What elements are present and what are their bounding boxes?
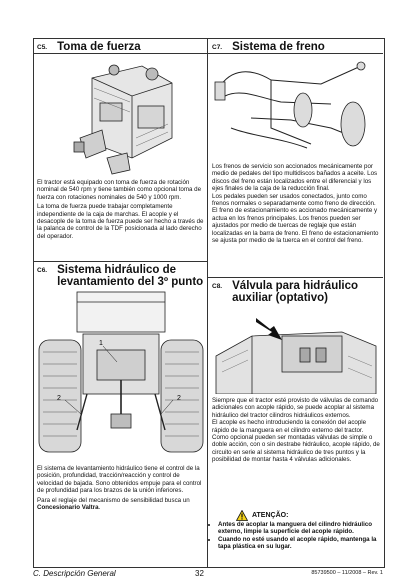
brake-system-illustration [211, 58, 381, 158]
warning-title: ATENÇÃO: [252, 512, 289, 519]
callout-label: 2 [177, 395, 181, 402]
c7-paragraph: El freno de estacionamiento es accionado mecánicamente y actua en los frenos principales. Los frenos pueden ser ajustados por medio de tuercas de reglaje que están localizadas en la barra de freno. El freno de estacionamiento se ajusta por medio de la tuerca en el control del freno. [212, 207, 379, 245]
c5-paragraph: La toma de fuerza puede trabajar completamente independiente de la caja de marchas. El acople y el desacople de la toma de fuerza puede ser hecho a través de la palanca de control de la TDF posicionada al lado derecho del operador. [37, 203, 204, 240]
c5-paragraph: El tractor está equipado con toma de fuerza de rotación nominal de 540 rpm y tiene también como opcional toma de fuerza con rotaciones nominales de 540 y 1000 rpm. [37, 179, 202, 201]
c8-code: C8. [212, 283, 223, 290]
c7-title: Sistema de freno [232, 41, 325, 53]
page-number: 32 [195, 569, 204, 578]
c8-body [212, 397, 380, 464]
callout-label: 2 [57, 395, 61, 402]
dealer-name: Concesionario Valtra [37, 504, 99, 512]
c8-paragraph: El acople es hecho introduciendo la conexión del acople rápido de la manguera en el cilindro externo del tractor. [212, 419, 367, 434]
c5-heading [37, 41, 141, 53]
c7-paragraph: Los pedales pueden ser usados conectados, junto como frenos normales o separadamente como freno de dirección. [212, 192, 376, 208]
c8-title: Válvula para hidráulico auxiliar (optativo) [232, 280, 359, 304]
rule-c8 [208, 277, 383, 278]
tractor-rear-hitch-illustration [37, 290, 205, 462]
c7-body [212, 163, 380, 244]
warning-item: • Antes de acoplar la manguera del cilindro hidráulico externo, limpie la superficie del acople rápido. [218, 521, 382, 536]
pto-gearbox-illustration [72, 58, 182, 176]
c5-title: Toma de fuerza [57, 41, 141, 53]
c7-code: C7. [212, 44, 223, 51]
warning-list [210, 521, 382, 551]
c8-heading [212, 280, 380, 304]
c7-heading [212, 41, 325, 53]
auxiliary-valve-illustration [212, 306, 380, 394]
c6-code: C6. [37, 267, 48, 274]
c8-paragraph: Como opcional pueden ser montadas válvulas de simple o doble acción, con o sin destrabe hidráulico, acople rápido, de circuito en serie al sistema hidráulico de tres puntos y la posibilidad de montar hasta 4 válvulas adicionales. [212, 434, 380, 464]
c5-body [37, 179, 204, 240]
rule-c6 [33, 261, 207, 262]
warning-box [210, 510, 382, 551]
warning-item: • Cuando no esté usando el acople rápido, mantenga la tapa plástica en su lugar. [218, 536, 382, 551]
c5-code: C5. [37, 44, 48, 51]
c8-paragraph: Siempre que el tractor esté provisto de válvulas de comando adicionales con acople rápido, se puede acoplar al sistema hidráulico del tractor cilindros hidráulicos externos. [212, 397, 379, 419]
c6-title: Sistema hidráulico de levantamiento del 3º punto [57, 264, 204, 288]
c6-reglaje-end: . [98, 504, 101, 512]
c6-reglaje-text: Para el reglaje del mecanismo de sensibilidad busca un [37, 496, 190, 504]
footer-section: C. Descripción General [33, 569, 116, 578]
column-divider [207, 38, 208, 567]
c7-paragraph: Los frenos de servicio son accionados mecánicamente por medio de pedales del tipo multidiscos bañados a aceite. Los discos del freno están localizados entre el diferencial y los ejes finales de la caja de la reducción final. [212, 163, 378, 193]
document-reference: 85739500 – 11/2008 – Rev. 1 [311, 570, 383, 576]
page-footer [33, 569, 383, 581]
c6-paragraph [37, 497, 204, 512]
rule-c7 [208, 53, 383, 54]
c6-body [37, 465, 204, 511]
c6-heading [37, 264, 205, 288]
callout-label: 1 [99, 340, 103, 347]
c6-paragraph: El sistema de levantamiento hidráulico tiene el control de la posición, profundidad, tracción/reacción y control de velocidad de bajada. Sono obtenidos empuje para el control de profundidad para los brazos de la unión inferiores. [37, 465, 202, 495]
warning-triangle-icon [236, 510, 248, 521]
rule-c5 [33, 53, 207, 54]
